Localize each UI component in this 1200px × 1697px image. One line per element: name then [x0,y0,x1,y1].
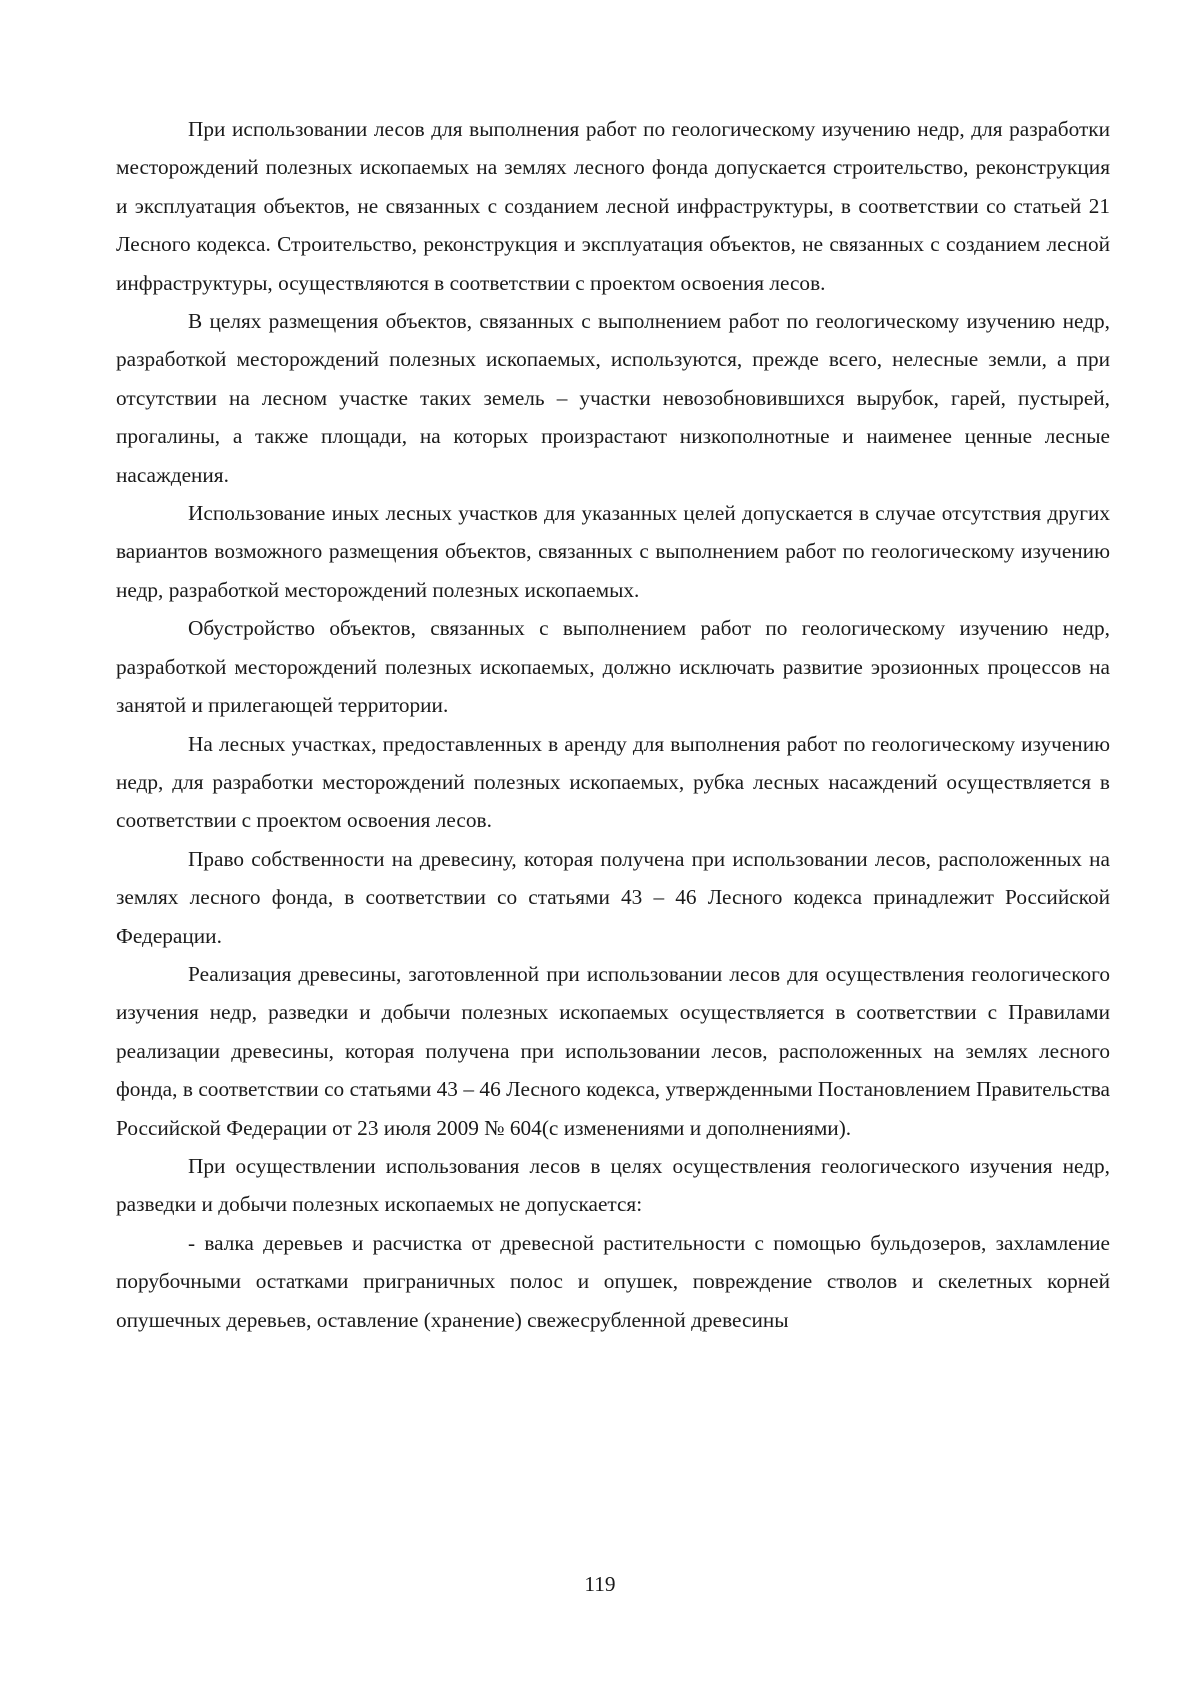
document-body [116,110,1110,1339]
paragraph-prohibition-item: - валка деревьев и расчистка от древесной растительности с помощью бульдозеров, захламление порубочными остатками приграничных полос и опушек, повреждение стволов и скелетных корней опушечных деревьев, оставление (хранение) свежесрубленной древесины [116,1230,1110,1332]
paragraph-prohibitions-intro: При осуществлении использования лесов в целях осуществления геологического изучения недр, разведки и добычи полезных ископаемых не допускается: [116,1153,1110,1217]
paragraph-other-plots-use: Использование иных лесных участков для указанных целей допускается в случае отсутствия других вариантов возможного размещения объектов, связанных с выполнением работ по геологическому изучению недр, разработкой месторождений полезных ископаемых. [116,501,1110,602]
paragraph-object-placement: В целях размещения объектов, связанных с выполнением работ по геологическому изучению недр, разработкой месторождений полезных ископаемых, используются, прежде всего, нелесные земли, а при отсутствии на лесном участке таких земель – участки невозобновившихся вырубок, гарей, пустырей, прогалины, а также площади, на которых произрастают низкополнотные и наименее ценные лесные насаждения. [116,309,1110,487]
paragraph-timber-ownership: Право собственности на древесину, которая получена при использовании лесов, расположенных на землях лесного фонда, в соответствии со статьями 43 – 46 Лесного кодекса принадлежит Российской Федерации. [116,846,1110,948]
paragraph-erosion-prevention: Обустройство объектов, связанных с выполнением работ по геологическому изучению недр, разработкой месторождений полезных ископаемых, должно исключать развитие эрозионных процессов на занятой и прилегающей территории. [116,616,1110,718]
page-number: 119 [584,1572,616,1596]
paragraph-timber-sale: Реализация древесины, заготовленной при использовании лесов для осуществления геологического изучения недр, разведки и добычи полезных ископаемых осуществляется в соответствии с Правилами реализации древесины, которая получена при использовании лесов, расположенных на землях лесного фонда, в соответствии со статьями 43 – 46 Лесного кодекса, утвержденными Постановлением Правительства Российской Федерации от 23 июля 2009 № 604(с изменениями и дополнениями). [116,961,1110,1140]
paragraph-geological-construction: При использовании лесов для выполнения работ по геологическому изучению недр, для разработки месторождений полезных ископаемых на землях лесного фонда допускается строительство, реконструкция и эксплуатация объектов, не связанных с созданием лесной инфраструктуры, в соответствии со статьей 21 Лесного кодекса. Строительство, реконструкция и эксплуатация объектов, не связанных с созданием лесной инфраструктуры, осуществляются в соответствии с проектом освоения лесов. [116,117,1110,295]
paragraph-leased-plots-felling: На лесных участках, предоставленных в аренду для выполнения работ по геологическому изучению недр, для разработки месторождений полезных ископаемых, рубка лесных насаждений осуществляется в соответствии с проектом освоения лесов. [116,731,1110,833]
